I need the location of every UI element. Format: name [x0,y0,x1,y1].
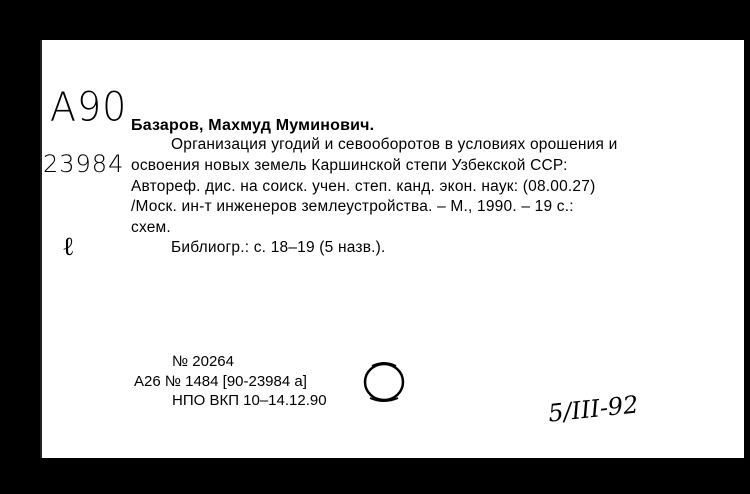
registry-number: А26 № 1484 [90-23984 а] [134,373,307,390]
shelf-mark: A90 [50,83,128,131]
circle-stamp-icon [362,360,406,404]
card-number: № 20264 [172,353,234,370]
scan-border-right [744,0,750,494]
title-line: Организация угодий и севооборотов в условиях орошения и [171,136,618,153]
publisher-line: /Моск. ин-т инженеров землеустройства. – М., 1990. – 19 с.: [131,198,574,215]
nio-stamp-text: НПО ВКП 10–14.12.90 [172,392,327,409]
author: Базаров, Махмуд Муминович. [131,117,375,134]
title-line: освоения новых земель Каршинской степи Узбекской ССР: [131,157,568,174]
handwritten-date: 5/III-92 [546,390,640,428]
scan-border-top [0,0,750,40]
illustrations-line: схем. [131,219,171,236]
description-line: Автореф. дис. на соиск. учен. степ. канд. экон. наук: (08.00.27) [131,178,596,195]
scan-border-bottom [0,458,750,494]
handwritten-mark: ℓ [62,232,75,262]
scan-border-left [0,0,38,494]
call-number: 23984 [43,150,125,178]
bibliography-line: Библиогр.: с. 18–19 (5 назв.). [171,239,386,256]
